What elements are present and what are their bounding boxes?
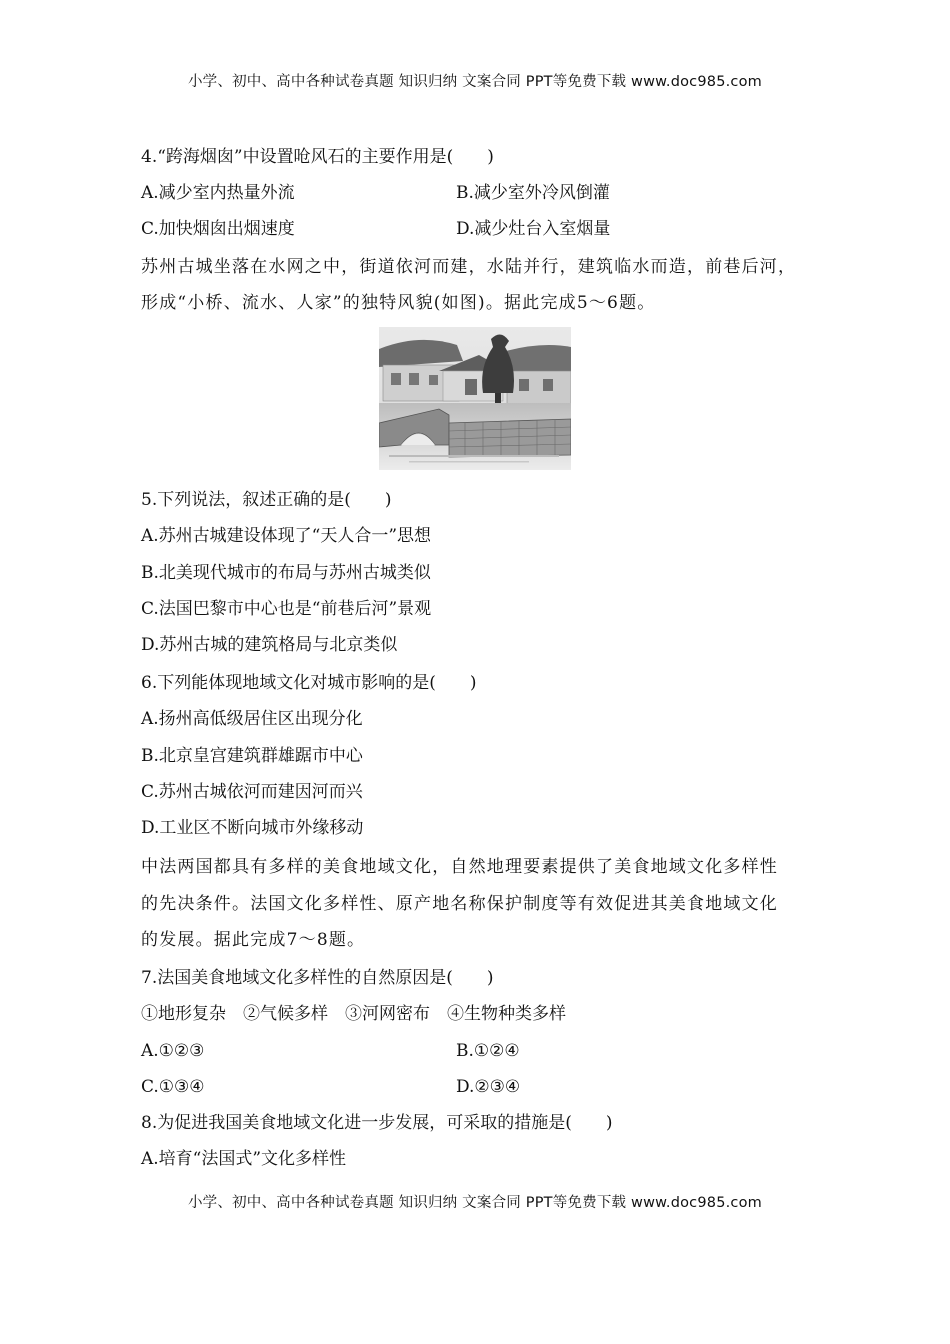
page-footer: 小学、初中、高中各种试卷真题 知识归纳 文案合同 PPT等免费下载 www.doc985.com [187, 1195, 763, 1211]
q7-option-a: A.①②③ [141, 1041, 205, 1061]
q5-option-d: D.苏州古城的建筑格局与北京类似 [141, 635, 398, 655]
passage1-line2: 形成“小桥、流水、人家”的独特风貌(如图)。据此完成5～6题。 [141, 293, 656, 313]
q4-stem: 4.“跨海烟囱”中设置呛风石的主要作用是( ) [141, 147, 494, 167]
q7-option-b: B.①②④ [456, 1041, 520, 1061]
q7-stem: 7.法国美食地域文化多样性的自然原因是( ) [141, 968, 494, 988]
q7-option-d: D.②③④ [456, 1077, 521, 1097]
q8-stem: 8.为促进我国美食地域文化进一步发展，可采取的措施是( ) [141, 1113, 613, 1133]
q4-option-a: A.减少室内热量外流 [141, 183, 295, 203]
q6-option-d: D.工业区不断向城市外缘移动 [141, 818, 364, 838]
suzhou-water-town-figure [379, 327, 571, 470]
q6-option-c: C.苏州古城依河而建因河而兴 [141, 782, 363, 802]
q4-option-c: C.加快烟囱出烟速度 [141, 219, 295, 239]
q5-option-a: A.苏州古城建设体现了“天人合一”思想 [141, 526, 432, 546]
q4-option-d: D.减少灶台入室烟量 [456, 219, 611, 239]
passage2-line1: 中法两国都具有多样的美食地域文化，自然地理要素提供了美食地域文化多样性 [141, 857, 778, 877]
passage2-line2: 的先决条件。法国文化多样性、原产地名称保护制度等有效促进其美食地域文化 [141, 894, 778, 914]
passage1-line1: 苏州古城坐落在水网之中，街道依河而建，水陆并行，建筑临水而造，前巷后河， [141, 257, 797, 277]
q7-option-c: C.①③④ [141, 1077, 205, 1097]
q6-option-a: A.扬州高低级居住区出现分化 [141, 709, 363, 729]
q5-option-b: B.北美现代城市的布局与苏州古城类似 [141, 563, 431, 583]
page-header: 小学、初中、高中各种试卷真题 知识归纳 文案合同 PPT等免费下载 www.doc985.com [187, 74, 763, 90]
passage2-line3: 的发展。据此完成7～8题。 [141, 930, 366, 950]
q4-option-b: B.减少室外冷风倒灌 [456, 183, 610, 203]
q6-stem: 6.下列能体现地域文化对城市影响的是( ) [141, 673, 477, 693]
q8-option-a: A.培育“法国式”文化多样性 [141, 1149, 347, 1169]
q6-option-b: B.北京皇宫建筑群雄踞市中心 [141, 746, 363, 766]
q5-option-c: C.法国巴黎市中心也是“前巷后河”景观 [141, 599, 432, 619]
q5-stem: 5.下列说法，叙述正确的是( ) [141, 490, 392, 510]
q7-items: ①地形复杂 ②气候多样 ③河网密布 ④生物种类多样 [141, 1004, 566, 1024]
